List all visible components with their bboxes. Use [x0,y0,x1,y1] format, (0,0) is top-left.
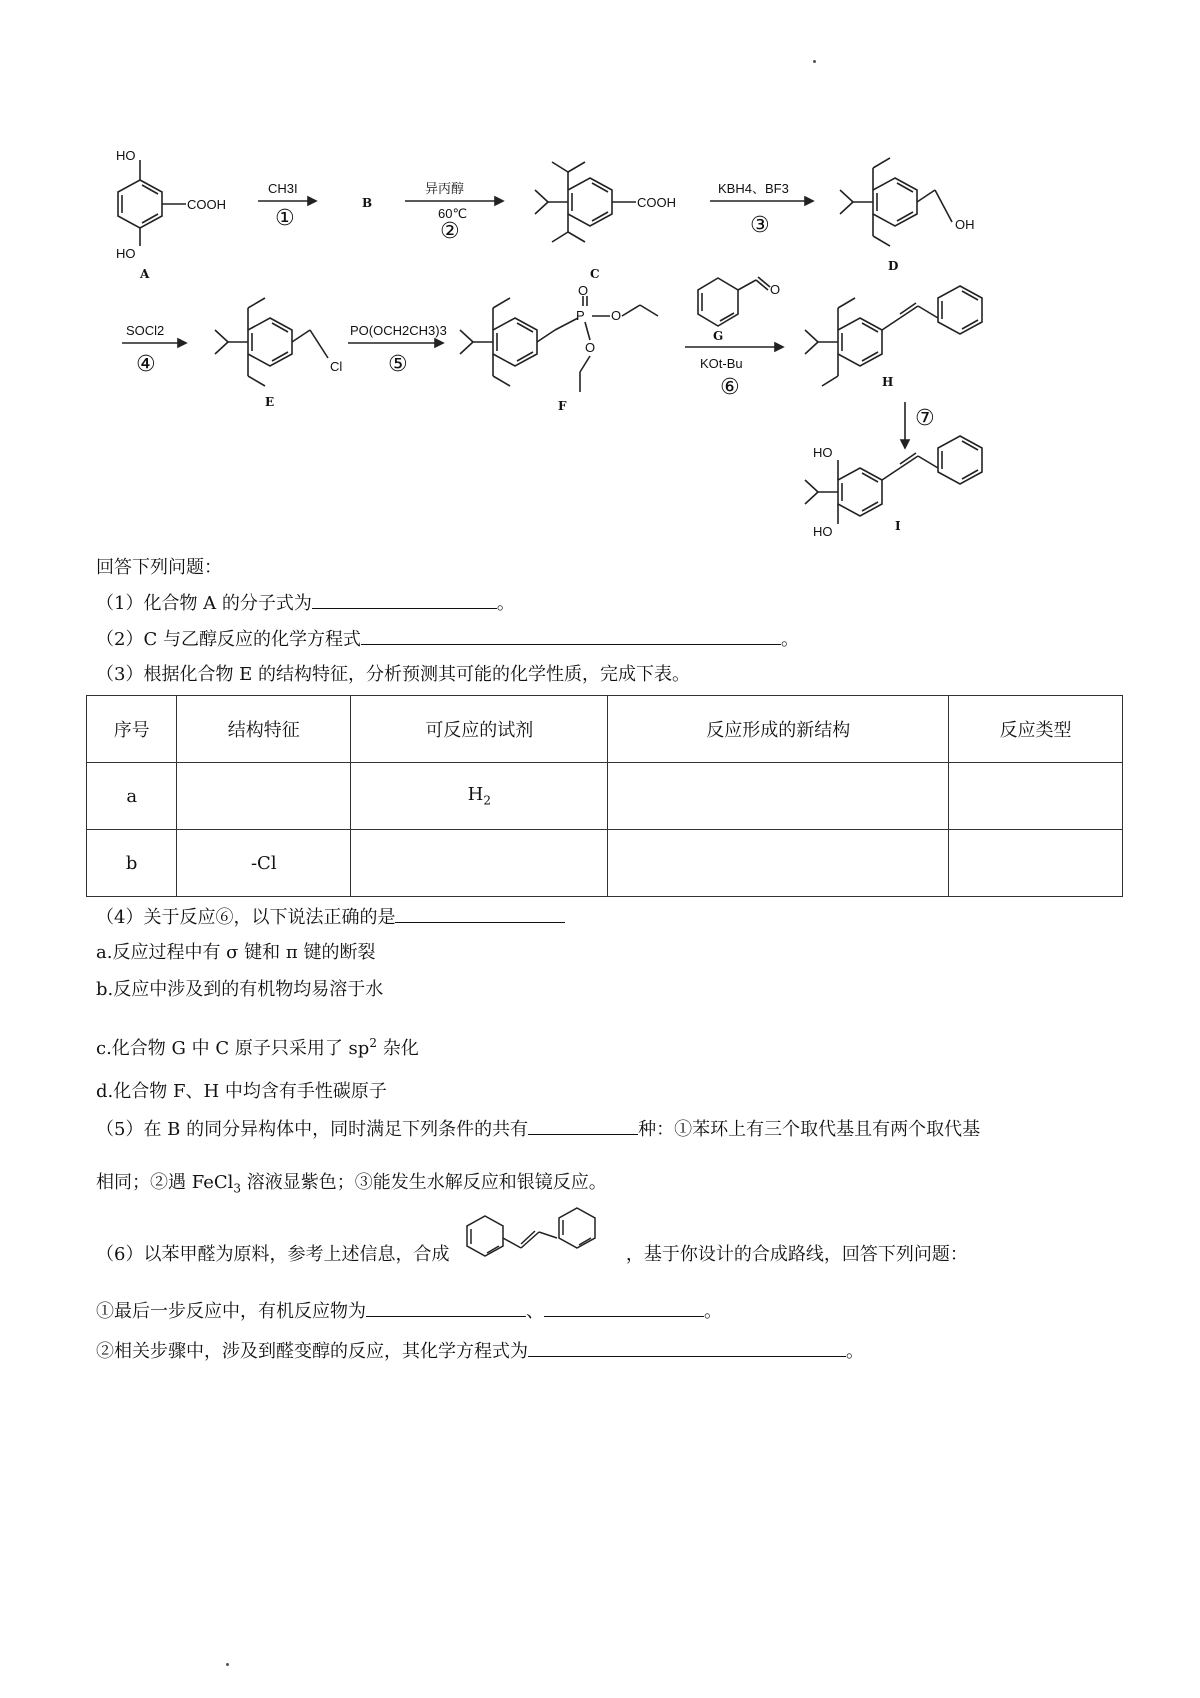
compound-h-structure [805,286,982,389]
option-4a: a.反应过程中有 σ 键和 π 键的断裂 [96,942,376,963]
question-5-post: 种：①苯环上有三个取代基且有两个取代基 [638,1119,981,1140]
label-d: D [888,259,899,273]
step-5: ⑤ [388,352,408,377]
question-4-text: （4）关于反应⑥，以下说法正确的是 [96,907,396,928]
table-header: 结构特征 [177,696,351,763]
properties-table [86,695,1123,897]
question-2 [96,628,799,651]
question-6-2 [96,1340,864,1363]
question-5-line2-text: 相同；②遇 FeCl [96,1172,234,1193]
compound-d-structure [840,158,975,273]
table-cell[interactable] [949,763,1123,830]
atom-p-f: P [576,308,585,323]
atom-cooh-a: COOH [187,197,226,212]
answer-blank-2[interactable] [361,628,781,645]
reagent-step2-top: 异丙醇 [425,181,465,196]
question-1-text: （1）化合物 A 的分子式为 [96,593,312,614]
answer-blank-4[interactable] [395,906,565,923]
question-6-2-end: 。 [846,1341,864,1362]
atom-o-g: O [770,282,781,297]
question-4 [96,906,565,929]
compound-i-structure [805,436,982,539]
table-cell-reagent-h2: $H_2$ [351,763,608,830]
question-2-end: 。 [780,629,799,650]
question-2-text: （2）C 与乙醇反应的化学方程式 [96,629,361,650]
atom-o-f-right: O [611,308,622,323]
answer-blank-6-1a[interactable] [366,1300,526,1317]
reagent-step4: SOCl2 [126,323,165,338]
compound-f-structure [460,283,658,413]
speck [226,1663,229,1666]
step-2: ② [440,219,460,244]
reagent-step2-bottom: 60℃ [438,206,468,221]
question-6-text: （6）以苯甲醛为原料，参考上述信息，合成 [96,1244,450,1265]
table-row [87,763,1123,830]
answer-blank-6-1b[interactable] [544,1300,704,1317]
question-5 [96,1118,980,1141]
step-1: ① [275,206,295,231]
stilbene-structure [455,1204,620,1266]
question-5-line2-sub: 3 [233,1181,242,1196]
step-3: ③ [750,213,770,238]
label-c: C [590,267,600,281]
answer-blank-5[interactable] [528,1118,638,1135]
step-6: ⑥ [720,375,740,400]
table-header-row [87,696,1123,763]
option-4c-text: c.化合物 G 中 C 原子只采用了 sp [96,1038,370,1059]
table-header: 反应类型 [949,696,1123,763]
atom-ho-bottom: HO [116,246,136,261]
compound-a-structure [116,148,226,281]
atom-oh-d: OH [955,217,975,232]
compound-e-structure [215,298,342,409]
compound-g-structure [698,277,780,343]
compound-c-structure [535,162,676,281]
table-header: 序号 [87,696,177,763]
step-4: ④ [136,352,156,377]
table-header: 可反应的试剂 [351,696,608,763]
question-3: （3）根据化合物 E 的结构特征，分析预测其可能的化学性质，完成下表。 [96,664,691,685]
label-a: A [140,267,150,281]
label-i: I [895,519,901,533]
reagent-step1: CH3I [268,181,298,196]
option-4c-sup: 2 [369,1036,377,1050]
answer-blank-6-2[interactable] [528,1340,846,1357]
option-4d: d.化合物 F、H 中均含有手性碳原子 [96,1081,387,1102]
atom-o-f-top: O [578,283,589,298]
table-cell[interactable] [608,763,949,830]
table-cell: b [87,830,177,897]
atom-cl-e: Cl [330,359,343,374]
question-6-1-text: ①最后一步反应中，有机反应物为 [96,1301,366,1322]
table-cell[interactable] [351,830,608,897]
question-6-1-sep: 、 [526,1301,544,1322]
question-5-line2-post: 溶液显紫色；③能发生水解反应和银镜反应。 [241,1172,607,1193]
reagent-step3: KBH4、BF3 [718,181,789,196]
option-4c [96,1032,419,1060]
question-5-text: （5）在 B 的同分异构体中，同时满足下列条件的共有 [96,1119,529,1140]
table-row [87,830,1123,897]
question-1-end: 。 [496,593,515,614]
atom-ho-i-top: HO [813,445,833,460]
reaction-scheme [0,0,1200,560]
atom-o-f-bottom: O [585,340,596,355]
question-6-1 [96,1300,722,1323]
question-6 [96,1244,968,1266]
table-cell[interactable] [949,830,1123,897]
question-6-post: ，基于你设计的合成路线，回答下列问题： [625,1244,968,1265]
question-6-2-text: ②相关步骤中，涉及到醛变醇的反应，其化学方程式为 [96,1341,528,1362]
label-g: G [713,329,724,343]
table-header: 反应形成的新结构 [608,696,949,763]
atom-ho-i-bottom: HO [813,524,833,539]
label-h: H [882,375,894,389]
table-cell[interactable] [608,830,949,897]
question-1 [96,592,515,615]
reagent-step6: KOt-Bu [700,356,743,371]
intro-text: 回答下列问题： [96,557,222,578]
label-b: B [362,196,373,210]
option-4c-post: 杂化 [376,1038,419,1059]
question-5-line2 [96,1172,607,1200]
atom-ho-top: HO [116,148,136,163]
label-e: E [265,395,275,409]
step-7: ⑦ [915,406,935,431]
atom-cooh-c: COOH [637,195,676,210]
answer-blank-1[interactable] [312,592,497,609]
question-6-1-end: 。 [704,1301,722,1322]
option-4b: b.反应中涉及到的有机物均易溶于水 [96,979,384,1000]
speck [813,60,816,63]
table-cell: a [87,763,177,830]
label-f: F [558,399,567,413]
table-cell: -Cl [177,830,351,897]
reagent-step5: PO(OCH2CH3)3 [350,323,447,338]
table-cell[interactable] [177,763,351,830]
